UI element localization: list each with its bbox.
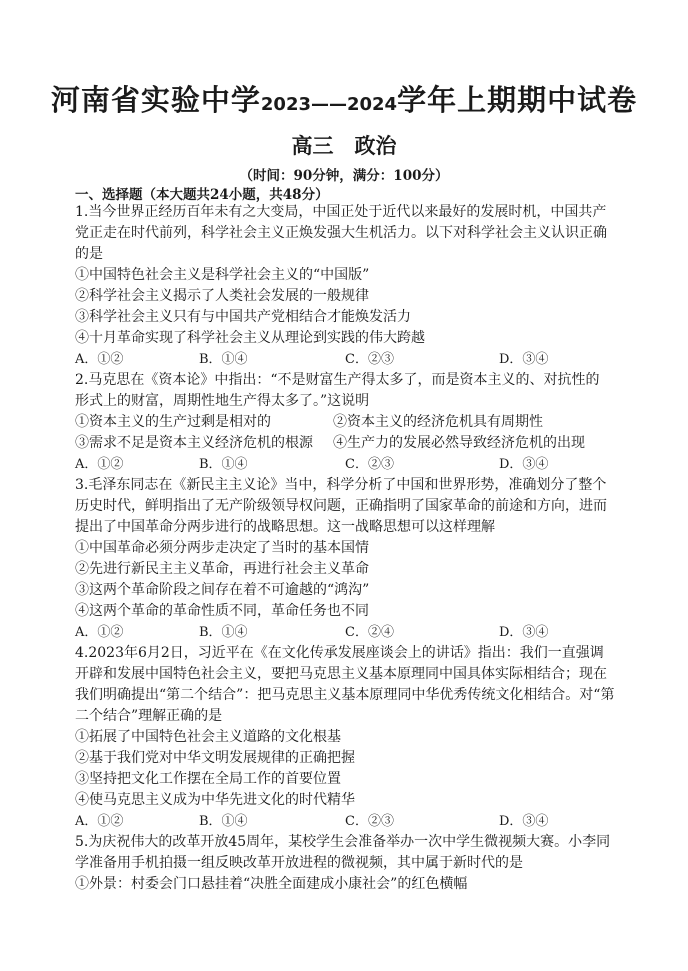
title-school: 河南省实验中学 <box>50 83 261 117</box>
option-d: D．③④ <box>499 457 549 472</box>
option-b: B．①④ <box>199 352 248 367</box>
question-stem-line: 3.毛泽东同志在《新民主主义论》当中，科学分析了中国和世界形势，准确划分了整个 <box>75 477 607 493</box>
question-stem-line: 提出了中国革命分两步进行的战略思想。这一战略思想可以这样理解 <box>75 519 495 535</box>
question-stem-line: 形式上的财富，周期性地生产得太多了。”这说明 <box>75 393 370 409</box>
title-term: 学年上期期中试卷 <box>397 83 638 117</box>
question-item: ②先进行新民主主义革命，再进行社会主义革命 <box>75 561 369 577</box>
question-stem-line: 二个结合”理解正确的是 <box>75 708 223 724</box>
question-3 <box>75 475 615 643</box>
option-b: B．①④ <box>199 625 248 640</box>
question-item: ②科学社会主义揭示了人类社会发展的一般规律 <box>75 288 369 304</box>
question-stem-line: 5.为庆祝伟大的改革开放45周年，某校学生会准备举办一次中学生微视频大赛。小李同 <box>75 834 611 850</box>
question-stem-line: 1.当今世界正经历百年未有之大变局，中国正处于近代以来最好的发展时机，中国共产 <box>75 204 607 220</box>
option-b: B．①④ <box>199 814 248 829</box>
question-item: ④使马克思主义成为中华先进文化的时代精华 <box>75 792 355 808</box>
answer-options <box>75 622 615 643</box>
option-a: A．①② <box>75 457 124 472</box>
question-item: ②基于我们党对中华文明发展规律的正确把握 <box>75 750 355 766</box>
subject-subtitle: 高三 政治 <box>291 134 397 158</box>
question-stem-line: 的是 <box>75 246 103 262</box>
option-c: C．②④ <box>345 625 394 640</box>
answer-options <box>75 454 615 475</box>
question-item: ③这两个革命阶段之间存在着不可逾越的“鸿沟” <box>75 582 370 598</box>
question-item: ④生产力的发展必然导致经济危机的出现 <box>333 435 585 451</box>
question-item: ③需求不足是资本主义经济危机的根源 <box>75 435 313 451</box>
title-years: 2023——2024 <box>260 94 398 115</box>
question-stem-line: 4.2023年6月2日，习近平在《在文化传承发展座谈会上的讲话》指出：我们一直强调 <box>75 645 604 661</box>
question-item-row <box>75 433 615 454</box>
answer-options <box>75 349 615 370</box>
question-item: ③科学社会主义只有与中国共产党相结合才能焕发活力 <box>75 309 411 325</box>
option-a: A．①② <box>75 352 124 367</box>
option-d: D．③④ <box>499 814 549 829</box>
time-info: （时间：90分钟，满分：100分） <box>239 168 449 184</box>
option-c: C．②③ <box>345 352 394 367</box>
question-item: ②资本主义的经济危机具有周期性 <box>333 414 543 430</box>
option-c: C．②③ <box>345 457 394 472</box>
question-stem-line: 开辟和发展中国特色社会主义，要把马克思主义基本原理同中国具体实际相结合；现在 <box>75 666 607 682</box>
question-1 <box>75 202 615 370</box>
option-a: A．①② <box>75 814 124 829</box>
question-item-row <box>75 412 615 433</box>
question-item: ①拓展了中国特色社会主义道路的文化根基 <box>75 729 341 745</box>
option-c: C．②③ <box>345 814 394 829</box>
option-d: D．③④ <box>499 352 549 367</box>
question-stem-line: 历史时代，鲜明指出了无产阶级领导权问题，正确指明了国家革命的前途和方向，进而 <box>75 498 607 514</box>
option-b: B．①④ <box>199 457 248 472</box>
question-5 <box>75 832 615 895</box>
question-stem-line: 学准备用手机拍摄一组反映改革开放进程的微视频，其中属于新时代的是 <box>75 855 523 871</box>
question-item: ①资本主义的生产过剩是相对的 <box>75 414 271 430</box>
question-item: ④这两个革命的革命性质不同，革命任务也不同 <box>75 603 369 619</box>
question-item: ④十月革命实现了科学社会主义从理论到实践的伟大跨越 <box>75 330 425 346</box>
question-stem-line: 党正走在时代前列，科学社会主义正焕发强大生机活力。以下对科学社会主义认识正确 <box>75 225 607 241</box>
question-stem-line: 我们明确提出“第二个结合”：把马克思主义基本原理同中华优秀传统文化相结合。对“第 <box>75 687 615 703</box>
question-item: ①中国革命必须分两步走决定了当时的基本国情 <box>75 540 369 556</box>
question-4 <box>75 643 615 832</box>
answer-options <box>75 811 615 832</box>
page-title <box>0 78 688 119</box>
question-2 <box>75 370 615 475</box>
question-item: ①中国特色社会主义是科学社会主义的“中国版” <box>75 267 370 283</box>
question-item: ③坚持把文化工作摆在全局工作的首要位置 <box>75 771 341 787</box>
question-stem-line: 2.马克思在《资本论》中指出：“不是财富生产得太多了，而是资本主义的、对抗性的 <box>75 372 600 388</box>
option-d: D．③④ <box>499 625 549 640</box>
option-a: A．①② <box>75 625 124 640</box>
question-item: ①外景：村委会门口悬挂着“决胜全面建成小康社会”的红色横幅 <box>75 876 468 892</box>
section-heading: 一、选择题（本大题共24小题，共48分） <box>75 187 329 203</box>
